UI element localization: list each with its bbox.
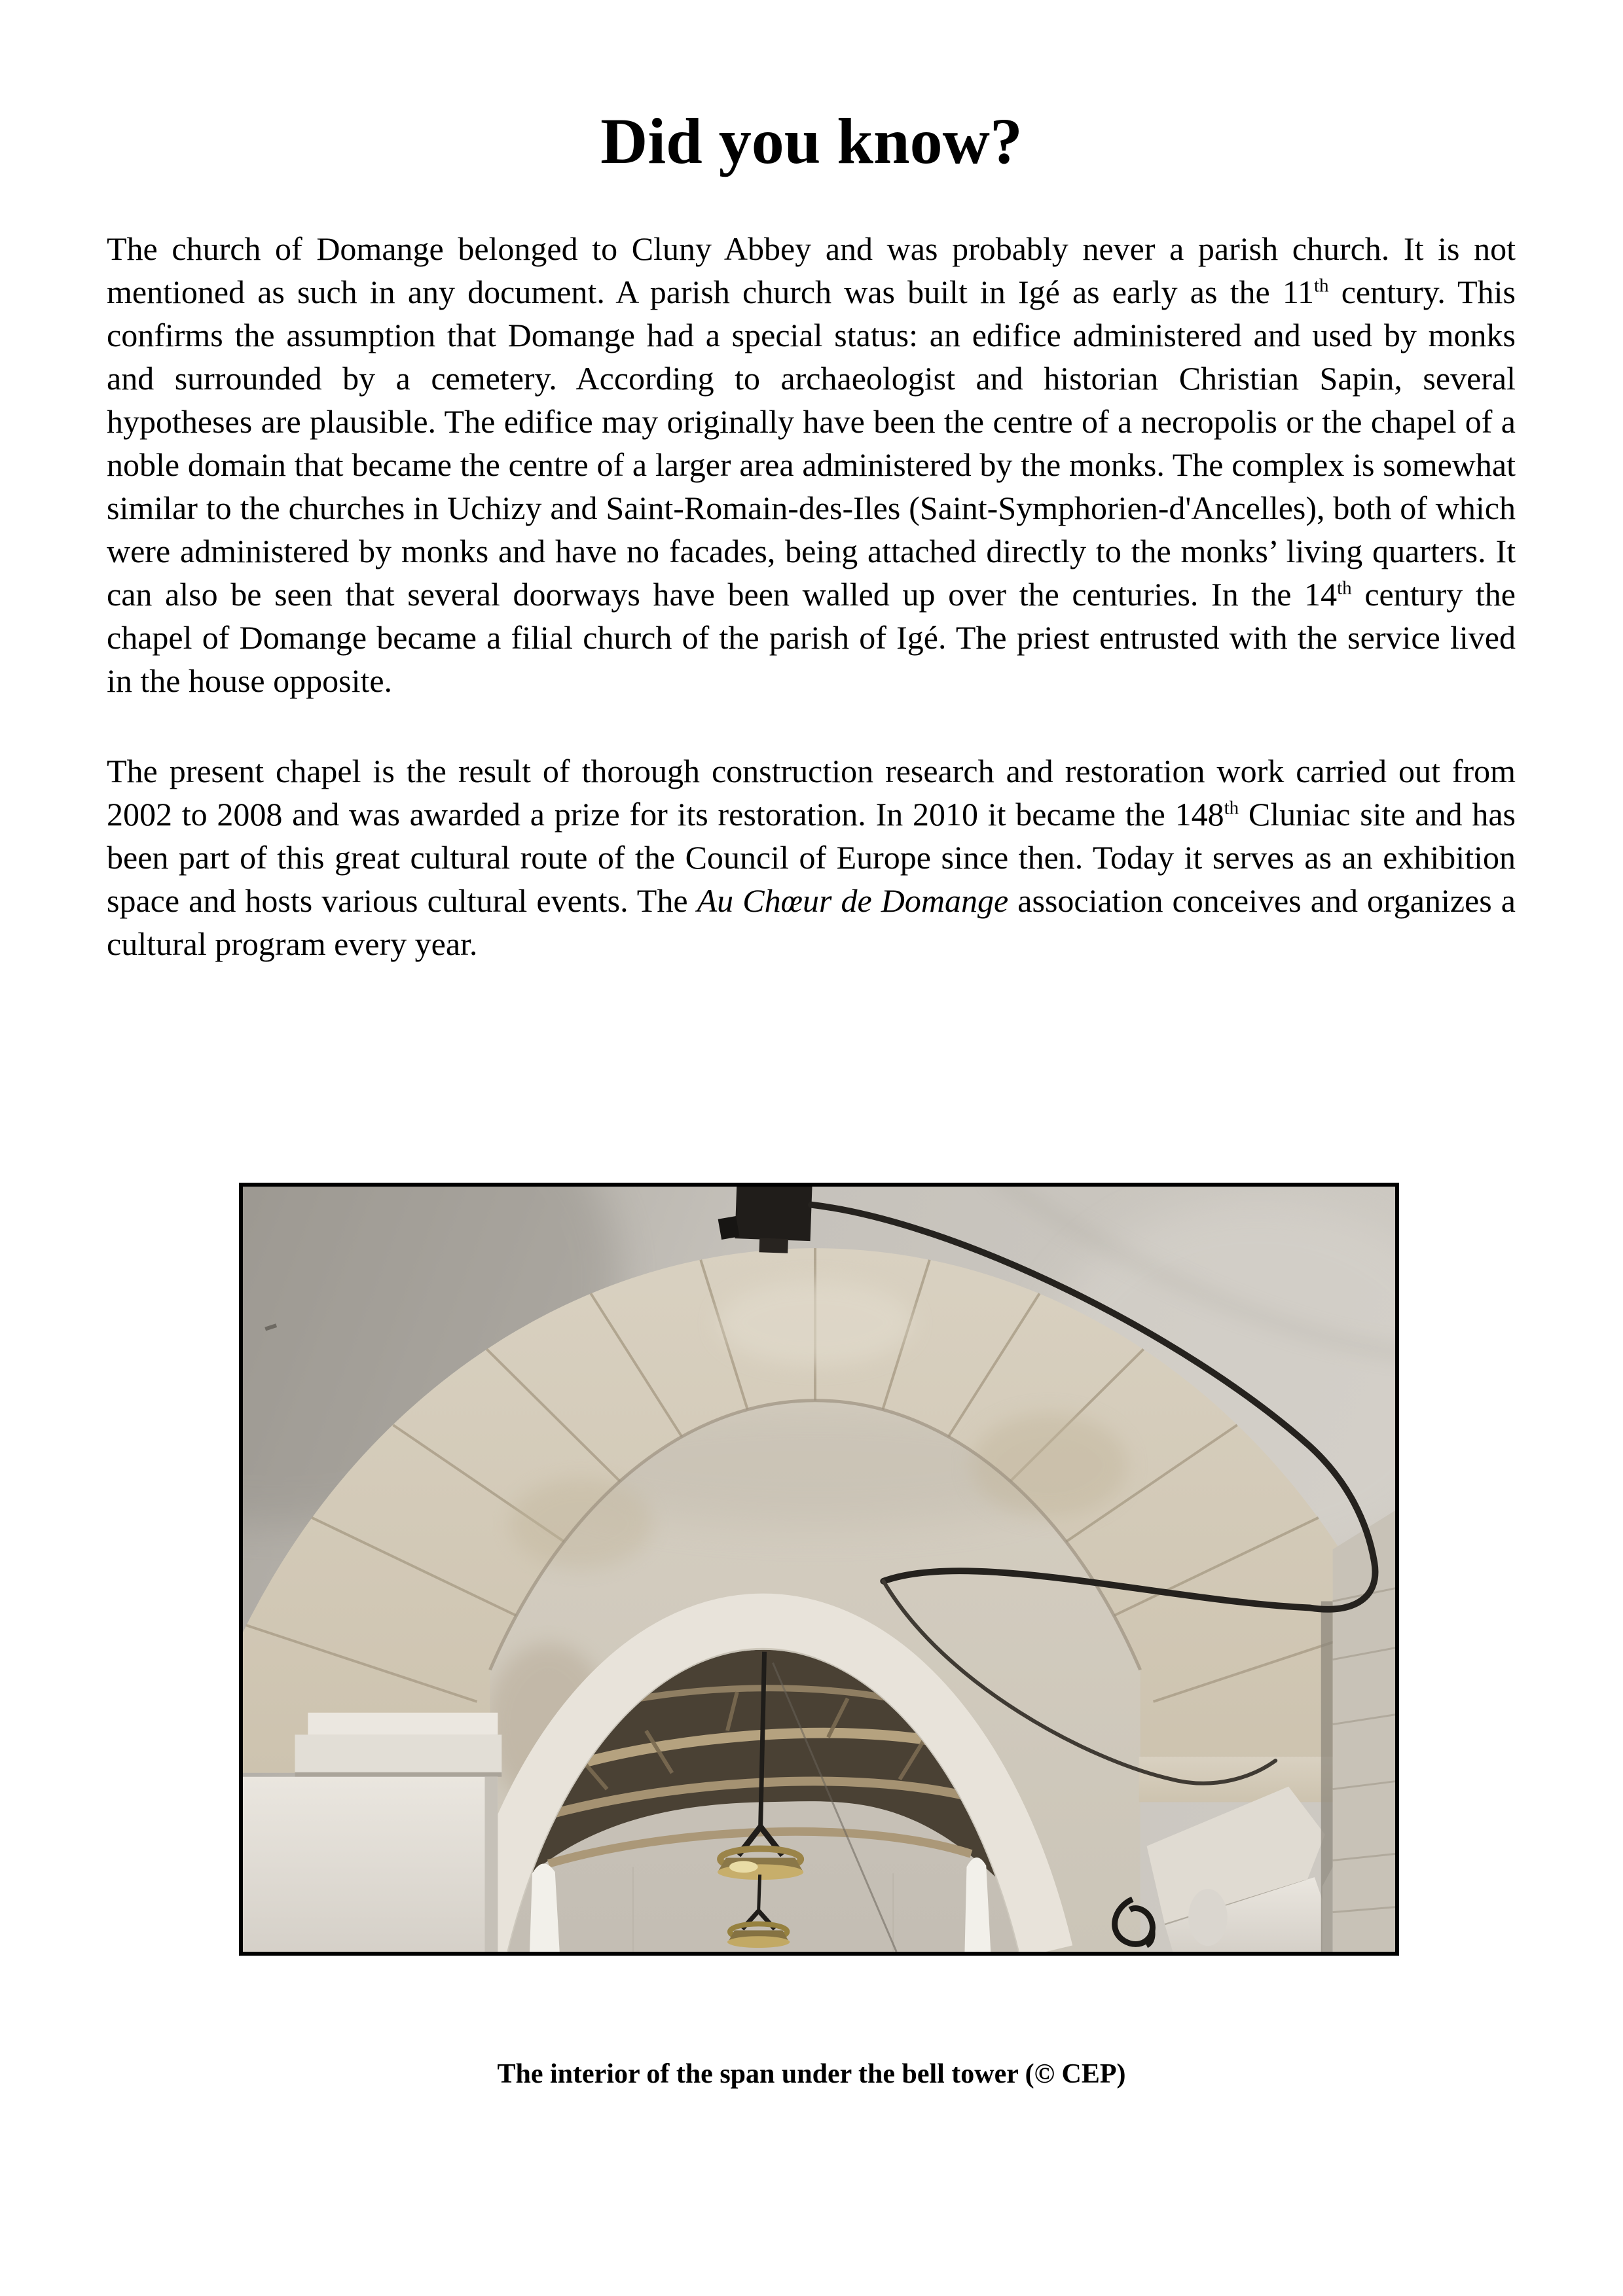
- paragraph-history: The church of Domange belonged to Cluny Abbey and was probably never a parish church. It is not mentioned as such in any document. A parish church was built in Igé as early as the 11th century. This confirms the assumption that Domange had a special status: an edifice administered and used by monks and surrounded by a cemetery. According to archaeologist and historian Christian Sapin, several hypotheses are plausible. The edifice may originally have been the centre of a necropolis or the chapel of a noble domain that became the centre of a larger area administered by the monks. The complex is somewhat similar to the churches in Uchizy and Saint-Romain-des-Iles (Saint-Symphorien-d'Ancelles), both of which were administered by monks and have no facades, being attached directly to the monks’ living quarters. It can also be seen that several doorways have been walled up over the centuries. In the 14th century the chapel of Domange became a filial church of the parish of Igé. The priest entrusted with the service lived in the house opposite.: [107, 230, 1516, 699]
- nave-window-left: [530, 1863, 560, 1952]
- chapel-photo: [239, 1183, 1399, 1956]
- page-title: Did you know?: [600, 105, 1023, 177]
- right-side-wall: [1333, 1511, 1395, 1952]
- paragraph-restoration: The present chapel is the result of thorough construction research and restoration work carried out from 2002 to 2008 and was awarded a prize for its restoration. In 2010 it became the 148th Cluniac site and has been part of this great cultural route of the Council of Europe since then. Today it serves as an exhibition space and hosts various cultural events. The Au Chœur de Domange association conceives and organizes a cultural program every year.: [107, 753, 1516, 962]
- chapel-photo-illustration: [243, 1187, 1395, 1952]
- photo-caption: The interior of the span under the bell tower (© CEP): [497, 2059, 1126, 2089]
- body-text: [107, 227, 1516, 965]
